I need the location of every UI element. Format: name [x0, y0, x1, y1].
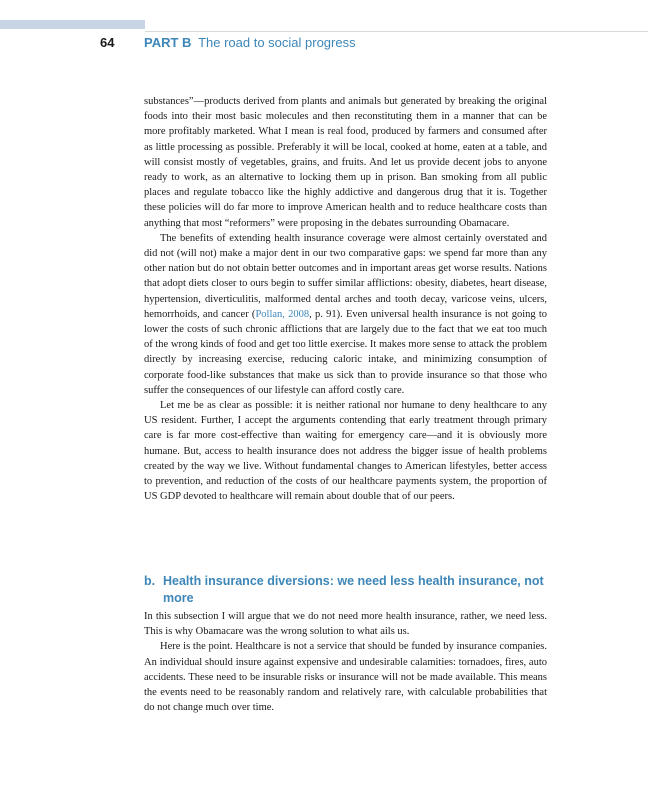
- paragraph-3: Let me be as clear as possible: it is neither rational nor humane to deny healthcare to any US resident. Further, I accept the arguments contending that early treatment through primary care is far more cost-effective than waiting for emergency care—and it is obviously more humane. But, access to health insurance does not address the bigger issue of health problems created by the way we live. Without fundamental changes to American lifestyles, better access to prevention, and reduction of the costs of our healthcare payments system, the proportion of US GDP devoted to healthcare will remain about double that of our peers.: [144, 400, 547, 503]
- body-text: [144, 94, 547, 504]
- section-label: b.: [144, 574, 156, 588]
- section-body-text: [144, 609, 547, 715]
- header-accent-bar: [0, 20, 145, 29]
- section-heading: [144, 573, 547, 607]
- paragraph-2-text-b: , p. 91). Even universal health insurance is not going to lower the costs of such chronic afflictions that are largely due to the fact that we eat too much of the wrong kinds of food and get too little exercise. It makes more sense to attack the problem directly by increasing exercise, reducing caloric intake, and minimizing consumption of corporate food-like substances that make us sick than to provide insurance so that those who suffer the consequences of our lifestyle can afford costly care.: [144, 308, 548, 396]
- paragraph-2: [144, 231, 547, 398]
- section-title-line1: Health insurance diversions: we need less health insurance, not: [163, 574, 544, 588]
- header-rule: [145, 31, 648, 32]
- running-header: [100, 35, 356, 53]
- section-paragraph-1: In this subsection I will argue that we do not need more health insurance, rather, we need less. This is why Obamacare was the wrong solution to what ails us.: [144, 611, 547, 638]
- paragraph-1: substances”—products derived from plants and animals but generated by breaking the original foods into their most basic molecules and then reconstituting them in a manner that can be more profitably marketed. What I mean is real food, produced by farmers and consumed after as little processing as possible. Preferably it will be local, cooked at home, eaten at a table, and will consist mostly of vegetables, grains, and fruits. And let us provide decent jobs to anyone ready to work, as an alternative to locking them up in prison. Ban smoking from all public places and regulate tobacco like the highly addictive and dangerous drug that it is. Together these policies will do far more to improve American health and to reduce healthcare costs than anything that most “reformers” were proposing in the debates surrounding Obamacare.: [144, 96, 547, 229]
- page-number: 64: [100, 35, 115, 50]
- paragraph-2-text-a: The benefits of extending health insurance coverage were almost certainly overstated and did not (will not) make a major dent in our two comparative gaps: we spend far more than any other nation but do not obtain better outcomes and in important areas get worse results. Nations that adopt diets closer to ours begin to suffer similar afflictions: obesity, diabetes, heart disease, hypertension, diverticulitis, malformed dental arches and tooth decay, varicose veins, ulcers, hemorrhoids, and cancer (: [144, 232, 547, 320]
- part-label: PART B: [144, 35, 192, 50]
- section-paragraph-2: Here is the point. Healthcare is not a service that should be funded by insurance companies. An individual should insure against expensive and undesirable calamities: tornadoes, fires, auto accidents. These need to be insurable risks or insurance will not be made available. This means the events need to be reasonably random and relatively rare, with calculable probabilities that do not change much over time.: [144, 641, 547, 714]
- section-title-line2: more: [163, 591, 194, 605]
- part-title: The road to social progress: [198, 35, 356, 50]
- citation-link[interactable]: Pollan, 2008: [255, 308, 310, 320]
